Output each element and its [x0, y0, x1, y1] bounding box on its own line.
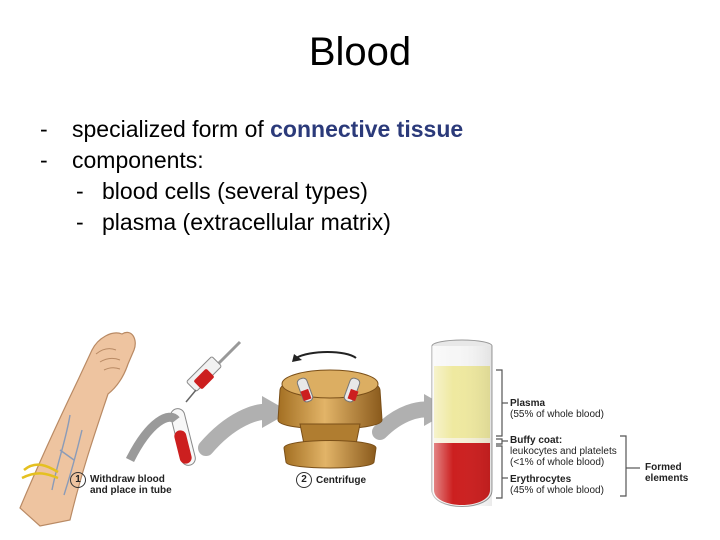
bullet-components: [40, 145, 640, 176]
flow-arrow-icon: [206, 412, 270, 448]
blood-separation-figure: [0, 320, 720, 540]
step-1-label: Withdraw blood and place in tube: [90, 474, 172, 496]
slide-title: Blood: [308, 30, 412, 74]
bullet-definition: [40, 114, 640, 145]
erythrocytes-label: Erythrocytes (45% of whole blood): [510, 474, 604, 496]
arm-illustration: [20, 332, 135, 526]
sub-bullet-blood-cells: [40, 176, 640, 207]
formed-elements-label: Formed elements: [645, 462, 689, 484]
sub-bullet-plasma: [40, 207, 640, 238]
centrifuge-icon: [278, 352, 382, 468]
separated-tube: [432, 340, 492, 507]
step-2-badge: 2: [296, 472, 312, 488]
bullet-list: [40, 114, 640, 238]
step-2-label: Centrifuge: [316, 475, 366, 486]
plasma-label: Plasma (55% of whole blood): [510, 398, 604, 420]
bullet-dash: -: [40, 147, 48, 173]
bullet-text: blood cells (several types): [102, 178, 368, 204]
flow-arrow-icon: [380, 410, 430, 432]
syringe-icon: [186, 342, 240, 402]
buffy-coat-label: Buffy coat: leukocytes and platelets (<1% of whole blood): [510, 435, 617, 468]
bullet-dash: -: [76, 178, 84, 204]
bullet-dash: -: [40, 116, 48, 142]
bullet-text: plasma (extracellular matrix): [102, 209, 391, 235]
step-1-badge: 1: [70, 472, 86, 488]
highlight-term: connective tissue: [270, 116, 464, 142]
bullet-text: specialized form of: [72, 116, 271, 142]
flow-arrow-icon: [130, 417, 176, 460]
figure-artwork: [0, 320, 720, 540]
bullet-dash: -: [76, 209, 84, 235]
bullet-text: components:: [72, 147, 204, 173]
